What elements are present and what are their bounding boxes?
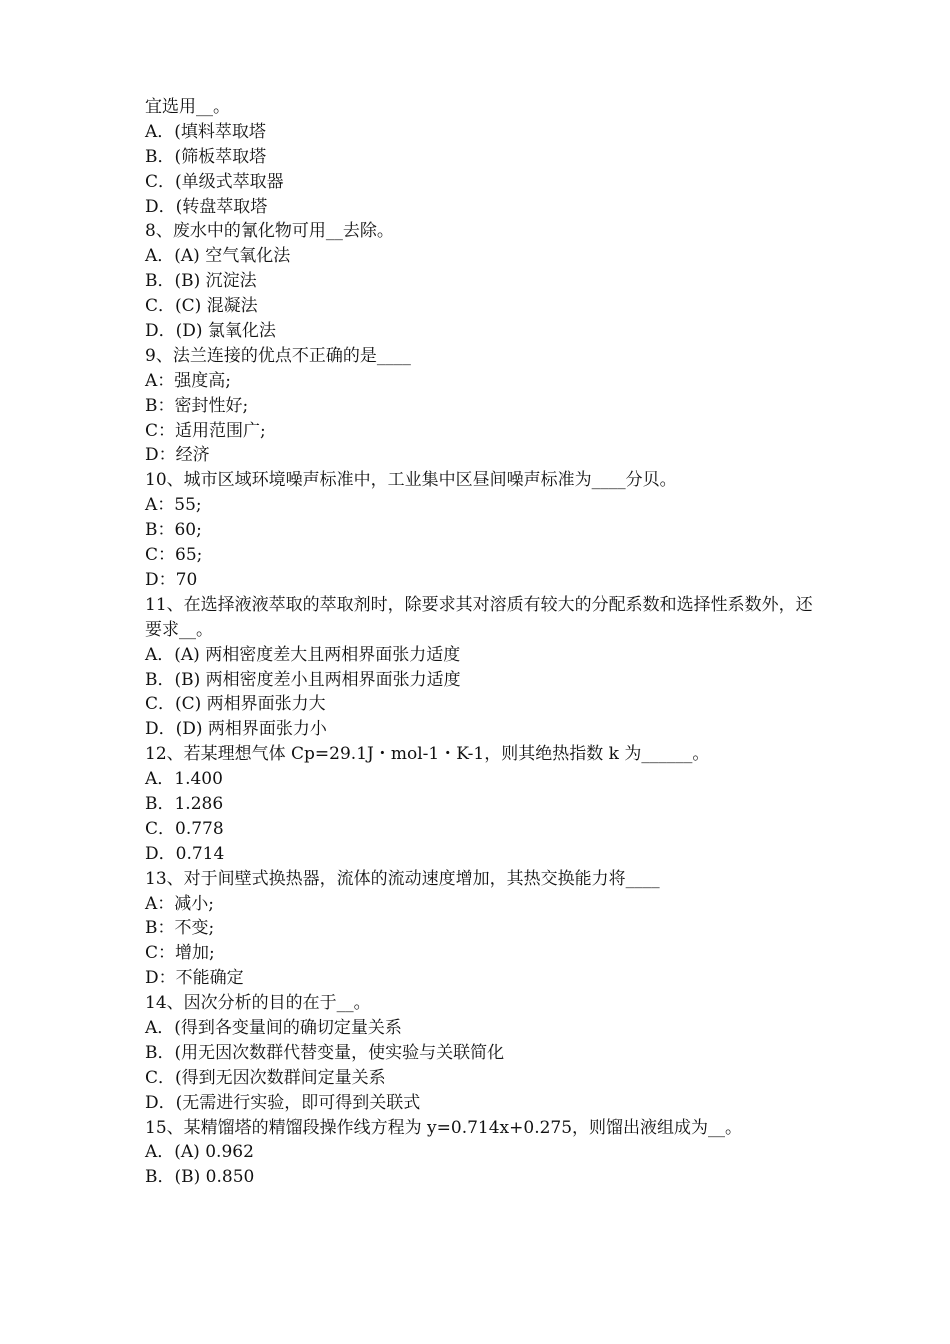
option-d: D．(转盘萃取塔	[145, 196, 268, 217]
option-a: A．(A) 空气氧化法	[145, 246, 291, 267]
option-b: B．(筛板萃取塔	[145, 146, 267, 167]
option-b: B．(B) 沉淀法	[145, 271, 257, 292]
option-b: B．(B) 0.850	[145, 1167, 255, 1188]
option-d: D：经济	[145, 445, 210, 466]
option-b: B：密封性好;	[145, 395, 249, 416]
option-c: C：65;	[145, 545, 203, 566]
document-body	[145, 95, 815, 1190]
option-b: B．(B) 两相密度差小且两相界面张力适度	[145, 669, 461, 690]
question-12-stem: 12、若某理想气体 Cp=29.1J・mol-1・K-1，则其绝热指数 k 为______。	[145, 744, 710, 765]
option-d: D．(D) 两相界面张力小	[145, 719, 327, 740]
option-b: B：不变;	[145, 918, 215, 939]
option-b: B．(用无因次数群代替变量，使实验与关联简化	[145, 1042, 505, 1063]
option-d: D．0.714	[145, 843, 225, 864]
option-a: A．(填料萃取塔	[145, 121, 266, 142]
question-7-stem-continued: 宜选用__。	[145, 97, 230, 117]
option-a: A：强度高;	[145, 370, 232, 391]
question-8-stem: 8、废水中的氰化物可用__去除。	[145, 221, 394, 242]
question-13-stem: 13、对于间壁式换热器，流体的流动速度增加，其热交换能力将____	[145, 868, 660, 889]
option-c: C．(C) 两相界面张力大	[145, 694, 326, 715]
option-d: D．(D) 氯氧化法	[145, 321, 276, 342]
option-a: A．(A) 两相密度差大且两相界面张力适度	[145, 644, 461, 665]
option-a: A．1.400	[145, 769, 223, 790]
question-15-stem: 15、某精馏塔的精馏段操作线方程为 y=0.714x+0.275，则馏出液组成为__。	[145, 1117, 743, 1138]
option-a: A：减小;	[145, 893, 215, 914]
option-b: B．1.286	[145, 793, 224, 814]
option-d: D：70	[145, 569, 198, 590]
option-c: C．0.778	[145, 818, 224, 839]
option-d: D．(无需进行实验，即可得到关联式	[145, 1092, 421, 1113]
question-9-stem: 9、法兰连接的优点不正确的是____	[145, 345, 411, 366]
option-a: A：55;	[145, 495, 202, 516]
option-a: A．(A) 0.962	[145, 1142, 254, 1163]
question-10-stem: 10、城市区域环境噪声标准中，工业集中区昼间噪声标准为____分贝。	[145, 470, 677, 491]
question-14-stem: 14、因次分析的目的在于__。	[145, 993, 371, 1014]
option-d: D：不能确定	[145, 968, 244, 989]
option-c: C．(C) 混凝法	[145, 296, 258, 317]
question-11-stem: 11、在选择液液萃取的萃取剂时，除要求其对溶质有较大的分配系数和选择性系数外，还要求__。	[145, 594, 813, 640]
option-c: C：适用范围广;	[145, 420, 266, 441]
option-b: B：60;	[145, 520, 202, 541]
option-c: C．(得到无因次数群间定量关系	[145, 1067, 386, 1088]
option-c: C：增加;	[145, 943, 215, 964]
option-c: C．(单级式萃取器	[145, 171, 284, 192]
option-a: A．(得到各变量间的确切定量关系	[145, 1017, 402, 1038]
